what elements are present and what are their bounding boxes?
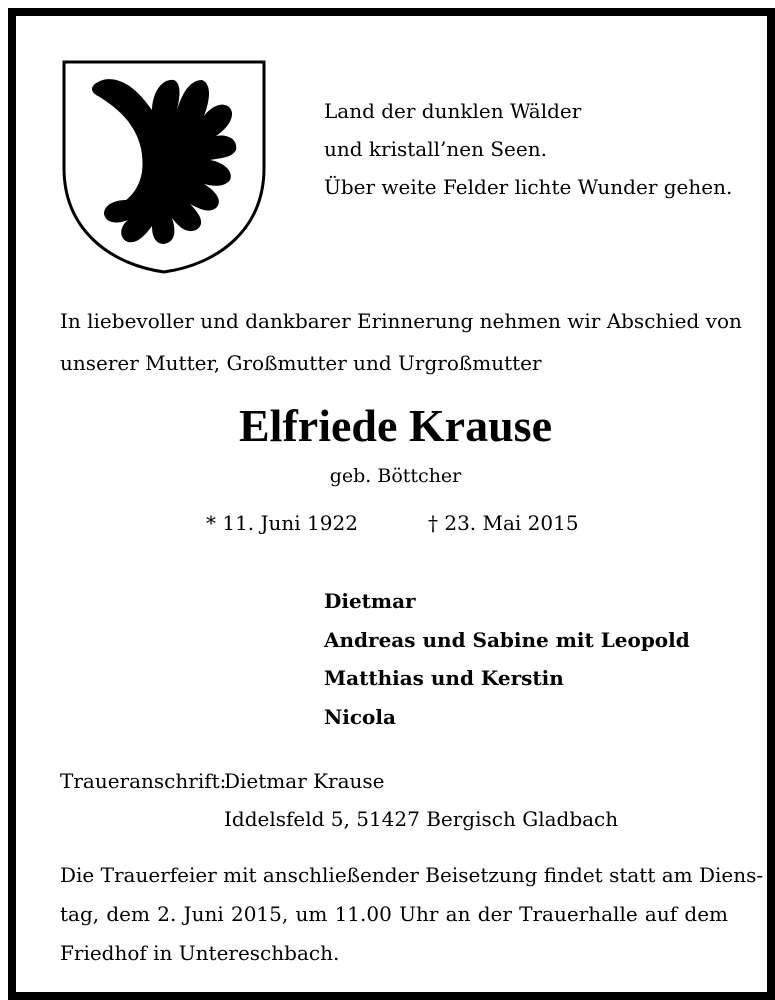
poem-line: und kristall’nen Seen. xyxy=(324,137,547,161)
ceremony-line: tag, dem 2. Juni 2015, um 11.00 Uhr an der Trauerhalle auf dem xyxy=(60,902,728,926)
birth-name: geb. Böttcher xyxy=(329,465,462,487)
ceremony-line: Die Trauerfeier mit anschließender Beisetzung findet statt am Diens- xyxy=(60,863,764,887)
poem-line: Über weite Felder lichte Wunder gehen. xyxy=(324,175,733,199)
ceremony-line: Friedhof in Untereschbach. xyxy=(60,941,340,965)
obituary-notice xyxy=(8,8,775,1000)
coat-of-arms-antler-icon xyxy=(60,58,268,276)
intro-text xyxy=(60,300,742,384)
intro-line: unserer Mutter, Großmutter und Urgroßmutter xyxy=(60,351,542,375)
address-label: Traueranschrift: xyxy=(60,769,227,793)
address-name: Dietmar Krause xyxy=(224,769,385,793)
family-member: Nicola xyxy=(324,704,396,729)
address-street: Iddelsfeld 5, 51427 Bergisch Gladbach xyxy=(224,807,619,831)
deceased-name: Elfriede Krause xyxy=(239,400,552,451)
family-member: Dietmar xyxy=(324,589,416,613)
intro-line: In liebevoller und dankbarer Erinnerung nehmen wir Abschied von xyxy=(60,309,742,333)
family-member: Matthias und Kerstin xyxy=(324,666,564,690)
family-members xyxy=(324,582,690,736)
poem xyxy=(324,92,732,206)
birth-date: * 11. Juni 1922 xyxy=(206,511,358,535)
ceremony-info xyxy=(60,856,764,973)
family-member: Andreas und Sabine mit Leopold xyxy=(324,627,690,652)
poem-line: Land der dunklen Wälder xyxy=(324,99,582,123)
death-date: † 23. Mai 2015 xyxy=(428,511,579,535)
